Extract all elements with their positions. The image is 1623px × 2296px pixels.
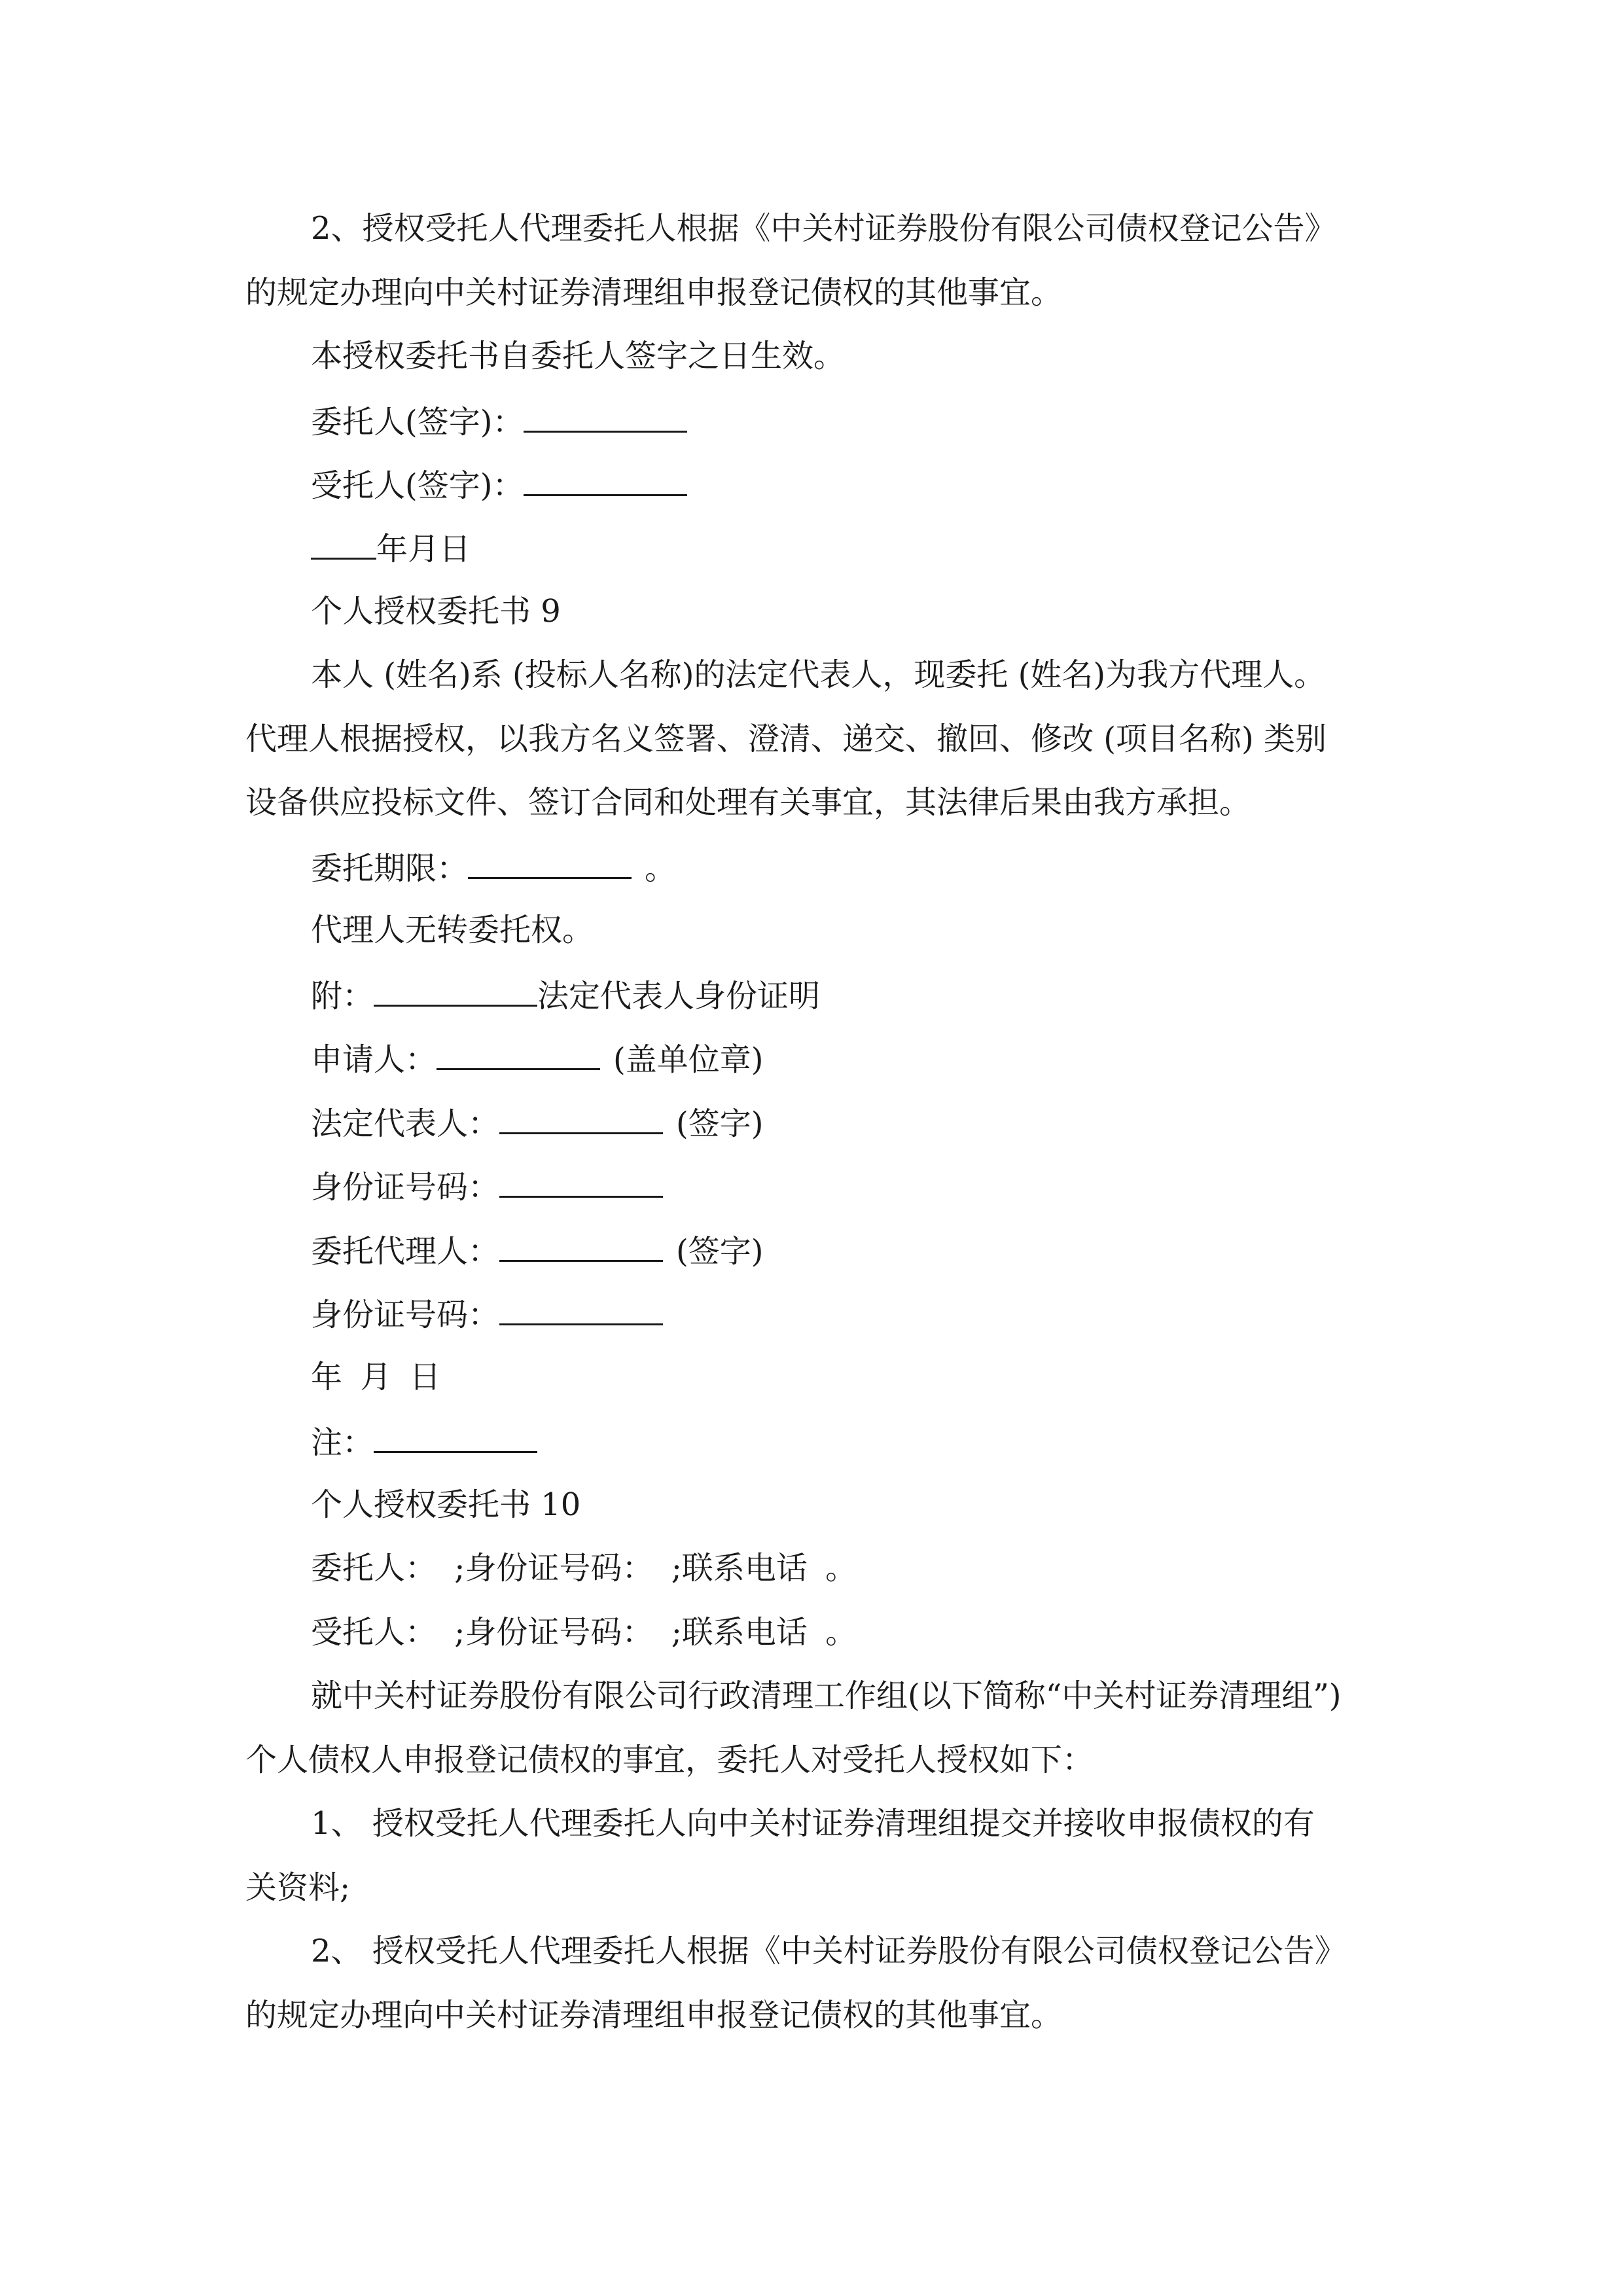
- note-line: [311, 1424, 537, 1461]
- no-subdelegation: 代理人无转委托权。: [311, 912, 594, 948]
- list-item: 1、 授权受托人代理委托人向中关村证券清理组提交并接收申报债权的有: [311, 1805, 1315, 1842]
- note-label: 注：: [311, 1424, 374, 1461]
- agent-line: [311, 1233, 764, 1270]
- list-item: 2、 授权受托人代理委托人根据《中关村证券股份有限公司债权登记公告》: [311, 1933, 1346, 1969]
- applicant-label: 申请人：: [311, 1041, 437, 1078]
- section-title: 个人授权委托书 9: [311, 593, 561, 630]
- paragraph-line: 就中关村证券股份有限公司行政清理工作组(以下简称“中关村证券清理组”): [311, 1677, 1342, 1714]
- agent-label: 委托代理人：: [311, 1233, 500, 1270]
- paragraph-line: 设备供应投标文件、签订合同和处理有关事宜，其法律后果由我方承担。: [245, 784, 1251, 821]
- id-number-line: [311, 1297, 663, 1331]
- effective-clause: 本授权委托书自委托人签字之日生效。: [311, 338, 846, 374]
- legal-rep-blank: [499, 1106, 663, 1134]
- attachment-blank: [374, 978, 537, 1007]
- applicant-blank: [437, 1042, 600, 1070]
- legal-rep-label: 法定代表人：: [311, 1105, 500, 1142]
- signature-blank: [524, 468, 687, 496]
- agent-signature-line: [311, 467, 687, 504]
- date-line: 年 月 日: [311, 1359, 441, 1395]
- paragraph-line: 代理人根据授权，以我方名义签署、澄清、递交、撤回、修改 (项目名称) 类别: [245, 721, 1327, 757]
- paragraph-line: 个人债权人申报登记债权的事宜，委托人对受托人授权如下：: [245, 1742, 1094, 1778]
- legal-rep-line: [311, 1105, 764, 1142]
- date-label: 年月日: [376, 531, 471, 567]
- applicant-line: [311, 1041, 764, 1078]
- principal-signature-label: 委托人(签字)：: [311, 404, 524, 440]
- term-label: 委托期限：: [311, 850, 469, 887]
- agent-signature-label: 受托人(签字)：: [311, 467, 524, 504]
- list-item-continued: 的规定办理向中关村证券清理组申报登记债权的其他事宜。: [245, 1997, 1063, 2034]
- term-end: 。: [645, 850, 677, 887]
- date-line: [311, 531, 471, 565]
- id-number-label: 身份证号码：: [311, 1169, 500, 1206]
- agent-info-line: 受托人： ;身份证号码： ;联系电话 。: [311, 1614, 857, 1651]
- signature-blank: [524, 404, 687, 433]
- section-title: 个人授权委托书 10: [311, 1486, 581, 1523]
- paragraph-line: 本人 (姓名)系 (投标人名称)的法定代表人，现委托 (姓名)为我方代理人。: [311, 656, 1326, 693]
- legal-rep-note: (签字): [676, 1105, 764, 1142]
- attachment-text: 法定代表人身份证明: [537, 978, 821, 1014]
- paragraph-line: 2、授权受托人代理委托人根据《中关村证券股份有限公司债权登记公告》: [311, 210, 1336, 247]
- id-number-blank: [499, 1297, 663, 1325]
- term-blank: [468, 851, 632, 879]
- paragraph-line: 的规定办理向中关村证券清理组申报登记债权的其他事宜。: [245, 274, 1063, 311]
- agent-blank: [499, 1234, 663, 1262]
- id-number-line: [311, 1169, 663, 1206]
- attachment-label: 附：: [311, 978, 374, 1014]
- note-blank: [374, 1425, 537, 1453]
- principal-signature-line: [311, 404, 687, 438]
- id-number-blank: [499, 1170, 663, 1198]
- applicant-note: (盖单位章): [613, 1041, 764, 1078]
- id-number-label: 身份证号码：: [311, 1297, 500, 1333]
- year-blank: [311, 531, 376, 560]
- agent-note: (签字): [676, 1233, 764, 1270]
- attachment-line: [311, 978, 820, 1012]
- principal-info-line: 委托人： ;身份证号码： ;联系电话 。: [311, 1550, 857, 1587]
- list-item-continued: 关资料;: [245, 1869, 351, 1906]
- term-line: [311, 850, 677, 887]
